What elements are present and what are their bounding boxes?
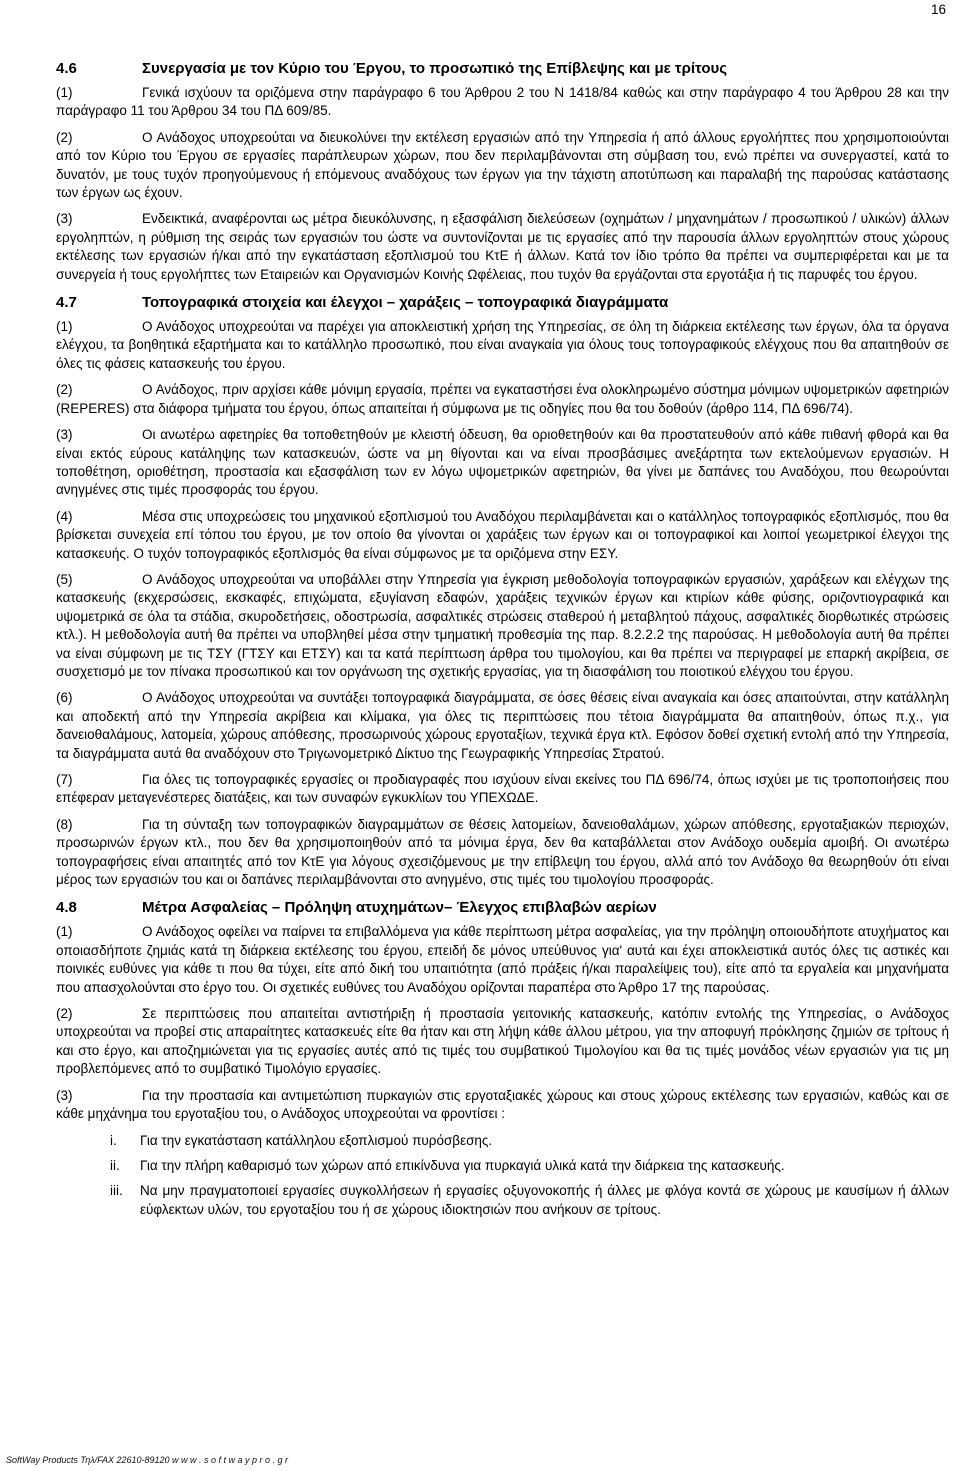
list-item-number: iii. [110,1183,123,1199]
paragraph [56,318,949,373]
paragraph-text: Ο Ανάδοχος υποχρεούται να διευκολύνει την εκτέλεση εργασιών από την Υπηρεσία ή από άλλους εργολήπτες που χρησιμοποιούνται από τον Κύριο του Έργου σε εργασίες παράπλευρων χώρων, που δεν περιλαμβάνονται στη σύμβαση του, ενώ πρέπει να συνεργαστεί, κατά το δυνατόν, με τους τυχόν προηγούμενους ή επόμενους αναδόχους των έργων για την τάχιστη αποτύπωση και παραλαβή της παρούσας κατάστασης των έργων ως έχουν. [56,129,949,201]
paragraph-number: (1) [56,924,73,940]
paragraph-text: Για όλες τις τοπογραφικές εργασίες οι προδιαγραφές που ισχύουν είναι εκείνες του ΠΔ 696/74, όπως ισχύει με τις τροποποιήσεις που επέφεραν μεταγενέστερες διατάξεις, και των συναφών εγκυκλίων του ΥΠΕΧΩΔΕ. [56,772,949,806]
document-body [56,60,949,1226]
paragraph-text: Ο Ανάδοχος οφείλει να παίρνει τα επιβαλλόμενα για κάθε περίπτωση μέτρα ασφαλείας, για την πρόληψη οποιουδήποτε ατυχήματος και οποιασδήποτε ζημιάς κατά τη διάρκεια εκτέλεσης του έργου, επειδή δε μόνος υπεύθυνος για' αυτά και έχει αποκλειστικά αυτός όλες τις αστικές και ποινικές ευθύνες για κάθε τι που θα τύχει, είτε από δική του υπαιτιότητα (από πράξεις ή/και παραλείψεις του), είτε από τα εργαλεία και μηχανήματα που απασχολούνται στο έργο του. Οι σχετικές ευθύνες του Αναδόχου ορίζονται παραπέρα στο Άρθρο 17 της παρούσας. [56,924,949,995]
section-4-7 [56,294,949,889]
paragraph-text: Γενικά ισχύουν τα οριζόμενα στην παράγραφο 6 του Άρθρου 2 του Ν 1418/84 καθώς και στην παράγραφο 4 του Άρθρου 28 και την παράγραφο 11 του Άρθρου 34 του ΠΔ 609/85. [56,85,949,119]
list-item [56,1182,949,1219]
paragraph [56,571,949,681]
paragraph-text: Για τη σύνταξη των τοπογραφικών διαγραμμάτων σε θέσεις λατομείων, δανειοθαλάμων, χώρων απόθεσης, εργοταξιακών περιοχών, προσωρινών έργων κτλ., που δεν θα χρησιμοποιηθούν από τα μόνιμα έργα, δεν θα καταβάλλεται στον Ανάδοχο ουδεμία αμοιβή. Οι ανωτέρω τοπογραφήσεις είναι απαιτητές από τον ΚτΕ για λόγους σχεσιζόμενους με την επίβλεψη του έργου, αλλά από τον Ανάδοχο θα θεωρηθούν ότι είναι μέρος των εργασιών του και οι δαπάνες περιλαμβάνονται στο ανηγμένο, στις τιμές του τιμολογίου προσφοράς. [56,816,949,888]
list-item [56,1157,949,1175]
paragraph-text: Μέσα στις υποχρεώσεις του μηχανικού εξοπλισμού του Αναδόχου περιλαμβάνεται και ο κατάλληλος τοπογραφικός εξοπλισμός, που θα βρίσκεται συνεχεία επί τόπου του έργου, με τον οποίο θα γίνονται οι χαράξεις των έργων και οι τοπογραφικοί και λοιποί γεωμετρικοί έλεγχοι της κατασκευής. Ο τυχόν τοπογραφικός εξοπλισμός θα είναι σύμφωνος με τα οριζόμενα στην ΕΣΥ. [56,508,949,561]
list-item-text: Να μην πραγματοποιεί εργασίες συγκολλήσεων ή εργασίες οξυγονοκοπής ή άλλες με φλόγα κοντά σε χώρους με καυσίμων ή άλλων εύφλεκτων υλών, του εργοταξίου του ή σε χώρους ιδιοκτησιών που ανήκουν σε τρίτους. [140,1183,949,1217]
section-title: Συνεργασία με τον Κύριο του Έργου, το προσωπικό της Επίβλεψης και με τρίτους [142,60,728,77]
paragraph [56,771,949,808]
paragraph-text: Οι ανωτέρω αφετηρίες θα τοποθετηθούν με κλειστή όδευση, θα οριοθετηθούν και θα προστατευθούν από κάθε πιθανή φθορά και θα είναι εκτός εύρους κατάληψης των κατασκευών, ώστε να μη θίγονται και να είναι προσβάσιμες ανεξάρτητα των εκτελούμενων εργασιών. Η τοποθέτηση, οριοθέτηση, προστασία και εξασφάλιση των εν λόγω υψομετρικών αφετηριών, θα γίνει με δαπάνες του Αναδόχου, που θεωρούνται ανηγμένες στις τιμές προσφοράς του έργου. [56,427,949,498]
paragraph [56,1087,949,1124]
paragraph-text: Για την προστασία και αντιμετώπιση πυρκαγιών στις εργοταξιακές χώρους και στους χώρους εκτέλεσης των εργασιών, καθώς και σε κάθε μηχάνημα του εργοταξίου του, ο Ανάδοχος υποχρεούται να φροντίσει : [56,1087,949,1122]
paragraph-text: Ο Ανάδοχος υποχρεούται να παρέχει για αποκλειστική χρήση της Υπηρεσίας, σε όλη τη διάρκεια εκτέλεσης των έργων, όλα τα όργανα ελέγχου, τα βοηθητικά εξαρτήματα και το κατάλληλο προσωπικό, που είναι αναγκαία για όλους τους τοπογραφικούς ελέγχους που θα απαιτηθούν σε όλες τις φάσεις κατασκευής του έργου. [56,319,949,371]
paragraph-text: Ο Ανάδοχος υποχρεούται να συντάξει τοπογραφικά διαγράμματα, σε όσες θέσεις είναι αναγκαία και όσες απαιτούνται, στην κατάλληλη και αποδεκτή από την Υπηρεσία ακρίβεια και κλίμακα, για όλες τις περιπτώσεις που τέτοια διαγράμματα θα απαιτηθούν, όπως π.χ., για δανειοθαλάμους, λατομεία, χώρους απόθεσης, προσωρινούς χώρους εργοταξίων, τεχνικά έργα κτλ. Εφόσον δοθεί σχετική εντολή από την Υπηρεσία, τα διαγράμματα αυτά θα αναδόχουν στο Τριγωνομετρικό Δίκτυο της Γεωγραφικής Υπηρεσίας Στρατού. [56,690,949,761]
section-number: 4.8 [56,899,77,917]
paragraph [56,816,949,890]
paragraph [56,381,949,418]
paragraph-text: Ενδεικτικά, αναφέρονται ως μέτρα διευκόλυνσης, η εξασφάλιση διελεύσεων (οχημάτων / μηχανημάτων / προσωπικού / υλικών) άλλων εργοληπτών, η ρύθμιση της σειράς των εργασιών του ώστε να συντονίζονται με τις εργασίες από την παρουσία άλλων εργοληπτών στους χώρους εκτέλεσης των εργασιών ή/και από την εγκατάσταση εξοπλισμού του ΚτΕ ή άλλων. Κατά τον ίδιο τρόπο θα πρέπει να συμπεριφέρεται και με τα συνεργεία ή τους εργολήπτες των Εταιρειών και Οργανισμών Κοινής Ωφέλειας, που τυχόν θα εργάζονται στα εργοτάξια ή τις παρυφές του έργου. [56,211,949,282]
paragraph [56,84,949,121]
paragraph-number: (2) [56,129,73,145]
section-number: 4.6 [56,60,77,77]
paragraph-text: Ο Ανάδοχος υποχρεούται να υποβάλλει στην Υπηρεσία για έγκριση μεθοδολογία τοπογραφικών εργασιών, χαράξεων και ελέγχων της κατασκευής (εκχερσώσεις, εκσκαφές, επιχώματα, εξυγίανση εδαφών, χαράξεις τεχνικών έργων και κτιρίων κάθε φύσης, οριζοντιογραφικά και υψομετρικά σε όλα τα στάδια, σκυροδετήσεις, οδοστρωσία, ασφαλτικές στρώσεις σταθερού ή μεταβλητού πάχους, ασφαλτικές διορθωτικές στρώσεις κτλ.). Η μεθοδολογία αυτή θα πρέπει να υποβληθεί μέσα στην τμηματική προθεσμία της παρ. 8.2.2.2 της παρούσας. Η μεθοδολογία αυτή θα πρέπει να είναι σύμφωνη με τις ΤΣΥ (ΓΤΣΥ και ΕΤΣΥ) και τα κατά περίπτωση άρθρα του τιμολογίου, και θα πρέπει να περιγραφεί με επαρκή ακρίβεια, σε συσχετισμό με τον πίνακα προσωπικού και τον οργάνωση της σχετικής εργασίας, για τη διασφάλιση του ποιοτικού ελέγχου του έργου. [56,571,949,679]
paragraph [56,1005,949,1079]
paragraph-text: Ο Ανάδοχος, πριν αρχίσει κάθε μόνιμη εργασία, πρέπει να εγκαταστήσει ένα ολοκληρωμένο σύστημα μόνιμων υψομετρικών αφετηριών (REPERES) στα διάφορα τμήματα του έργου, όπως απαιτείται ή σύμφωνα με τις οδηγίες που θα του δοθούν (άρθρο 114, ΠΔ 696/74). [56,382,949,416]
paragraph-text: Σε περιπτώσεις που απαιτείται αντιστήριξη ή προστασία γειτονικής κατασκευής, κατόπιν εντολής της Υπηρεσίας, ο Ανάδοχος υποχρεούται να προβεί στις απαραίτητες κατασκευές είτε θα ήταν και στη λήψη κάθε άλλου μέτρου, για την αποφυγή πρόκλησης ζημιών σε τρίτους ή και στο έργο, και αποζημιώνεται για τις εργασίες αυτές από τις τιμές του συμβατικού Τιμολογίου και θα τις τιμές μονάδος νέων εργασιών για τις μη προβλεπόμενες από το συμβατικό Τιμολόγιο εργασίες. [56,1006,949,1077]
page-number: 16 [930,2,946,17]
paragraph [56,210,949,284]
list-item-text: Για την πλήρη καθαρισμό των χώρων από επικίνδυνα για πυρκαγιά υλικά κατά την διάρκεια της κατασκευής. [140,1157,785,1173]
section-heading [56,294,949,312]
paragraph-number: (2) [56,382,73,398]
section-4-8 [56,899,949,1219]
list-item-number: ii. [110,1157,120,1173]
list-item [56,1132,949,1150]
section-heading [56,899,949,917]
paragraph-number: (3) [56,211,73,227]
list-item-text: Για την εγκατάσταση κατάλληλου εξοπλισμού πυρόσβεσης. [140,1132,493,1148]
paragraph-number: (3) [56,427,73,443]
paragraph [56,923,949,997]
paragraph [56,508,949,563]
section-title: Τοπογραφικά στοιχεία και έλεγχοι – χαράξεις – τοπογραφικά διαγράμματα [142,294,669,312]
section-heading [56,60,949,78]
paragraph-number: (2) [56,1006,73,1022]
paragraph-number: (7) [56,772,73,787]
section-title: Μέτρα Ασφαλείας – Πρόληψη ατυχημάτων– Έλεγχος επιβλαβών αερίων [142,899,657,917]
paragraph [56,129,949,203]
paragraph-number: (1) [56,319,73,335]
list-item-number: i. [110,1132,117,1148]
page-footer: SoftWay Products Τηλ/FAX 22610-89120 w w w . s o f t w a y p r o . g r [6,1455,289,1465]
paragraph-number: (5) [56,571,73,587]
numbered-list [56,1132,949,1220]
paragraph-number: (3) [56,1087,73,1103]
paragraph-number: (1) [56,85,73,100]
paragraph-number: (6) [56,690,73,706]
section-4-6 [56,60,949,284]
paragraph [56,426,949,500]
paragraph-number: (4) [56,508,73,524]
paragraph [56,689,949,763]
section-number: 4.7 [56,294,77,312]
paragraph-number: (8) [56,816,73,832]
